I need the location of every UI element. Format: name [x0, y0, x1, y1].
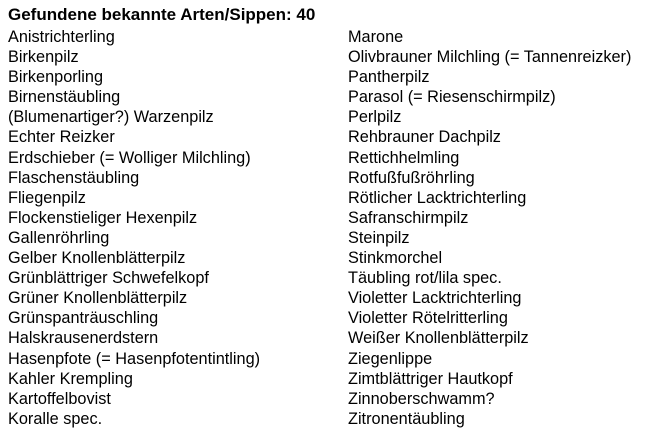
species-item: Koralle spec.	[8, 409, 103, 428]
species-item: Ziegenlippe	[348, 349, 433, 368]
species-item: Kahler Krempling	[8, 369, 133, 388]
species-item: Grünblättriger Schwefelkopf	[8, 269, 209, 288]
species-item: Gallenröhrling	[8, 228, 110, 247]
species-item: Zinnoberschwamm?	[348, 389, 495, 408]
species-item: Gelber Knollenblätterpilz	[8, 249, 186, 268]
species-item: Birkenporling	[8, 68, 104, 87]
species-item: Grüner Knollenblätterpilz	[8, 289, 188, 308]
species-item: Rötlicher Lacktrichterling	[348, 188, 527, 207]
species-item: Rehbrauner Dachpilz	[348, 128, 501, 147]
species-item: Birkenpilz	[8, 48, 79, 67]
species-item: Pantherpilz	[348, 68, 430, 87]
species-item: Erdschieber (= Wolliger Milchling)	[8, 148, 251, 167]
species-item: Parasol (= Riesenschirmpilz)	[348, 88, 556, 107]
species-item: Safranschirmpilz	[348, 208, 469, 227]
species-item: Flaschenstäubling	[8, 168, 140, 187]
species-item: Fliegenpilz	[8, 188, 86, 207]
species-item: (Blumenartiger?) Warzenpilz	[8, 108, 214, 127]
species-item: Echter Reizker	[8, 128, 115, 147]
species-item: Perlpilz	[348, 108, 402, 127]
species-item: Violetter Lacktrichterling	[348, 289, 522, 308]
species-item: Olivbrauner Milchling (= Tannenreizker)	[348, 48, 632, 67]
species-column-right	[348, 27, 631, 429]
species-item: Grünspanträuschling	[8, 309, 159, 328]
species-item: Stinkmorchel	[348, 249, 443, 268]
species-item: Halskrausenerdstern	[8, 329, 159, 348]
list-heading: Gefundene bekannte Arten/Sippen: 40	[8, 5, 316, 24]
species-item: Steinpilz	[348, 228, 410, 247]
species-item: Birnenstäubling	[8, 88, 121, 107]
species-item: Rotfußfußröhrling	[348, 168, 475, 187]
species-column-left	[8, 27, 260, 429]
species-item: Zitronentäubling	[348, 409, 465, 428]
species-item: Flockenstieliger Hexenpilz	[8, 208, 198, 227]
species-item: Zimtblättriger Hautkopf	[348, 369, 513, 388]
species-item: Rettichhelmling	[348, 148, 460, 167]
species-item: Hasenpfote (= Hasenpfotentintling)	[8, 349, 261, 368]
species-item: Kartoffelbovist	[8, 389, 111, 408]
species-item: Marone	[348, 28, 404, 46]
species-item: Violetter Rötelritterling	[348, 309, 508, 328]
species-item: Täubling rot/lila spec.	[348, 269, 502, 288]
species-item: Anistrichterling	[8, 28, 115, 46]
species-item: Weißer Knollenblätterpilz	[348, 329, 529, 348]
